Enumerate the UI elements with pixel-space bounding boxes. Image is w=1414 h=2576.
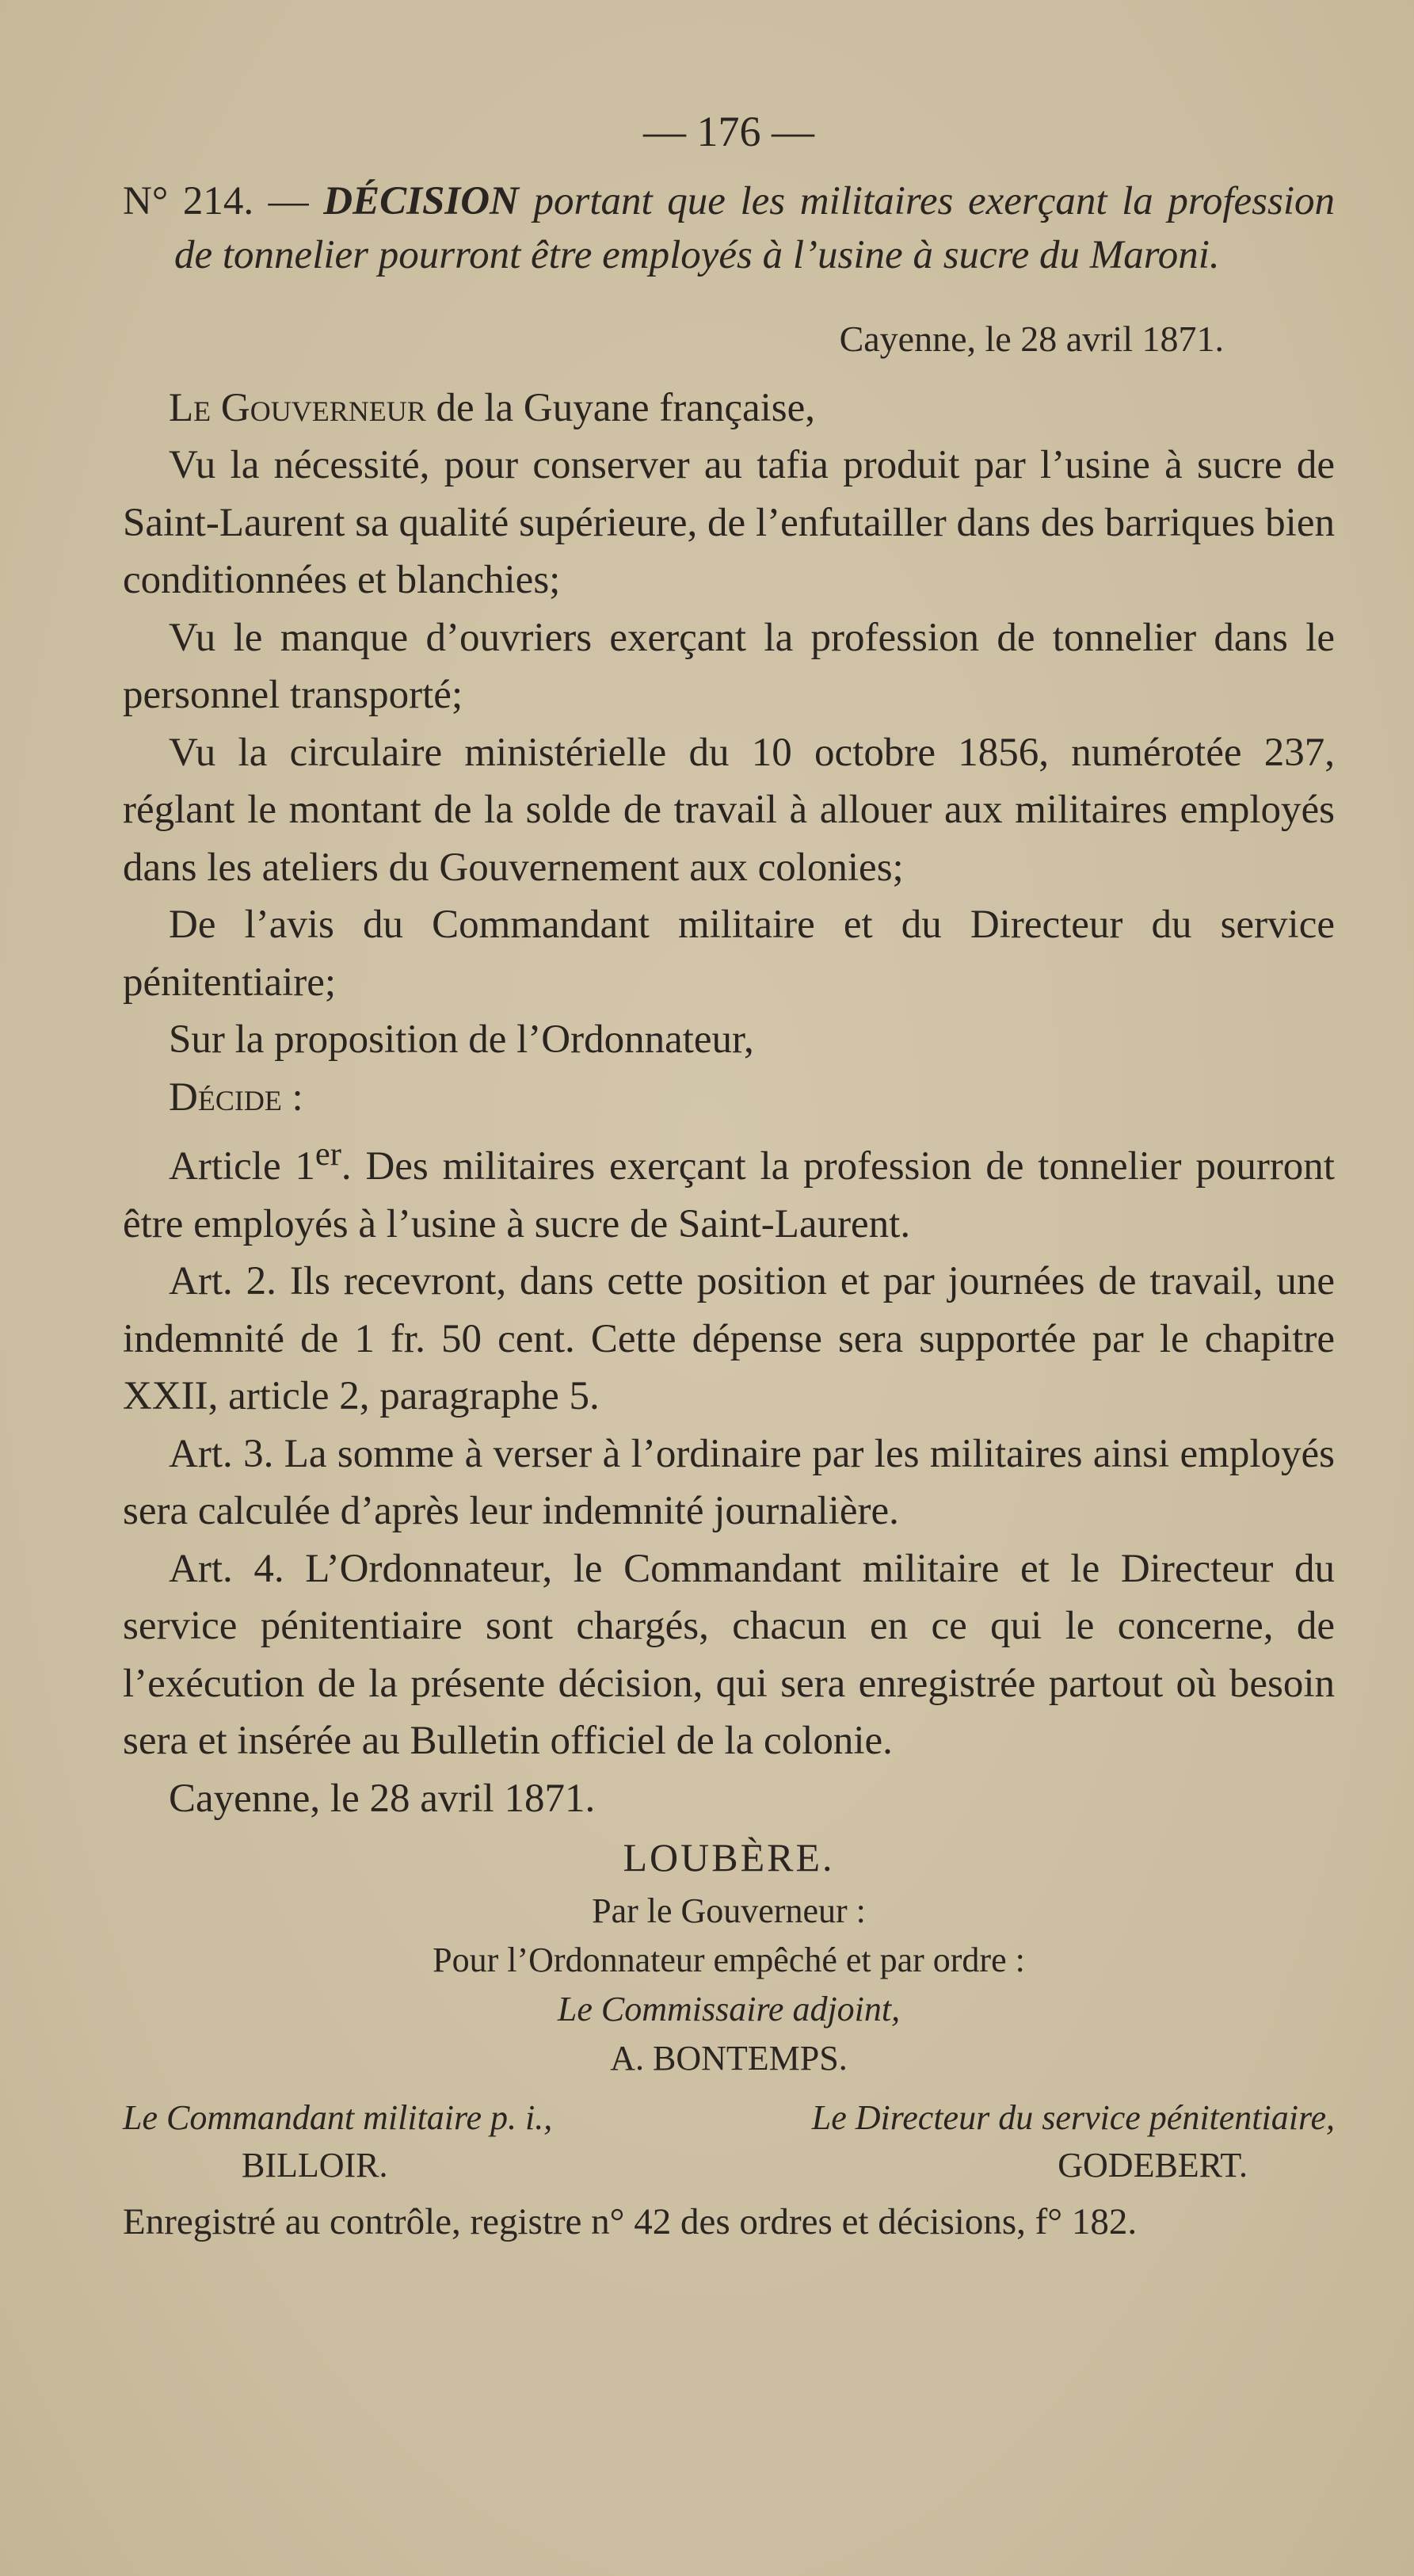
- consideration-paragraph: De l’avis du Commandant militaire et du Directeur du service pénitentiaire;: [123, 903, 1335, 1005]
- governor-rest: de la Guyane française,: [425, 385, 816, 430]
- article-paragraph: Art. 2. Ils recevront, dans cette position et par journées de travail, une indemnité de 1 fr. 50 cent. Cette dépense sera supportée par le chapitre XXII, article 2, paragraphe 5.: [123, 1259, 1335, 1418]
- by-governor-line: Par le Gouverneur :: [592, 1891, 866, 1930]
- commissaire-name: A. BONTEMPS.: [610, 2038, 848, 2078]
- right-signatory-title: Le Directeur du service pénitentiaire,: [811, 2097, 1335, 2137]
- left-signatory: [123, 2094, 704, 2189]
- consideration-paragraph: Sur la proposition de l’Ordonnateur,: [169, 1017, 754, 1062]
- for-ordonnateur-line: Pour l’Ordonnateur empêché et par ordre :: [433, 1940, 1025, 1979]
- article-1-text: . Des militaires exerçant la profession de tonnelier pourront être employés à l’usine à sucre de Saint-Laurent.: [123, 1144, 1335, 1246]
- decision-heading: [123, 174, 1335, 282]
- right-signatory: [753, 2094, 1335, 2189]
- article-1-superscript: er: [314, 1135, 341, 1173]
- decision-number: N° 214.: [123, 179, 254, 223]
- signature-place-date: Cayenne, le 28 avril 1871.: [169, 1776, 596, 1821]
- co-signatories: [123, 2094, 1335, 2189]
- article-paragraph: [123, 1126, 1335, 1253]
- left-signatory-name: BILLOIR.: [242, 2145, 388, 2185]
- right-signatory-name: GODEBERT.: [1058, 2145, 1248, 2185]
- consideration-paragraph: Vu la circulaire ministérielle du 10 octobre 1856, numérotée 237, réglant le montant de la solde de travail à allouer aux militaires employés dans les ateliers du Gouvernement aux colonies;: [123, 730, 1335, 890]
- registration-note: Enregistré au contrôle, registre n° 42 des ordres et décisions, f° 182.: [123, 2200, 1138, 2242]
- article-paragraph: Art. 3. La somme à verser à l’ordinaire par les militaires ainsi employés sera calculée d’après leur indemnité journalière.: [123, 1431, 1335, 1533]
- article-1-prefix: Article 1: [169, 1144, 315, 1189]
- consideration-paragraph: Vu le manque d’ouvriers exerçant la profession de tonnelier dans le personnel transporté;: [123, 615, 1335, 717]
- article-paragraph: Art. 4. L’Ordonnateur, le Commandant militaire et le Directeur du service pénitentiaire sont chargés, chacun en ce qui le concerne, de l’exécution de la présente décision, qui sera enregistrée partout où besoin sera et insérée au Bulletin officiel de la colonie.: [123, 1546, 1335, 1763]
- governor-caps: Le Gouverneur: [169, 385, 426, 430]
- decision-title: portant que les militaires exerçant la profession de tonnelier pourront être employés à l’usine à sucre du Maroni.: [174, 179, 1335, 277]
- governor-line: [123, 380, 1335, 437]
- heading-dash: —: [253, 179, 324, 223]
- commissaire-title: Le Commissaire adjoint,: [557, 1989, 901, 2028]
- signer-name: LOUBÈRE.: [623, 1835, 835, 1880]
- page-number: — 176 —: [643, 108, 814, 155]
- decision-word: DÉCISION: [323, 179, 519, 223]
- left-signatory-title: Le Commandant militaire p. i.,: [123, 2097, 553, 2137]
- decide-label: Décide :: [169, 1074, 303, 1120]
- dateline: Cayenne, le 28 avril 1871.: [839, 319, 1224, 359]
- page-content: [123, 95, 1335, 2248]
- consideration-paragraph: Vu la nécessité, pour conserver au tafia produit par l’usine à sucre de Saint-Laurent sa qualité supérieure, de l’enfutailler dans des barriques bien conditionnées et blanchies;: [123, 443, 1335, 602]
